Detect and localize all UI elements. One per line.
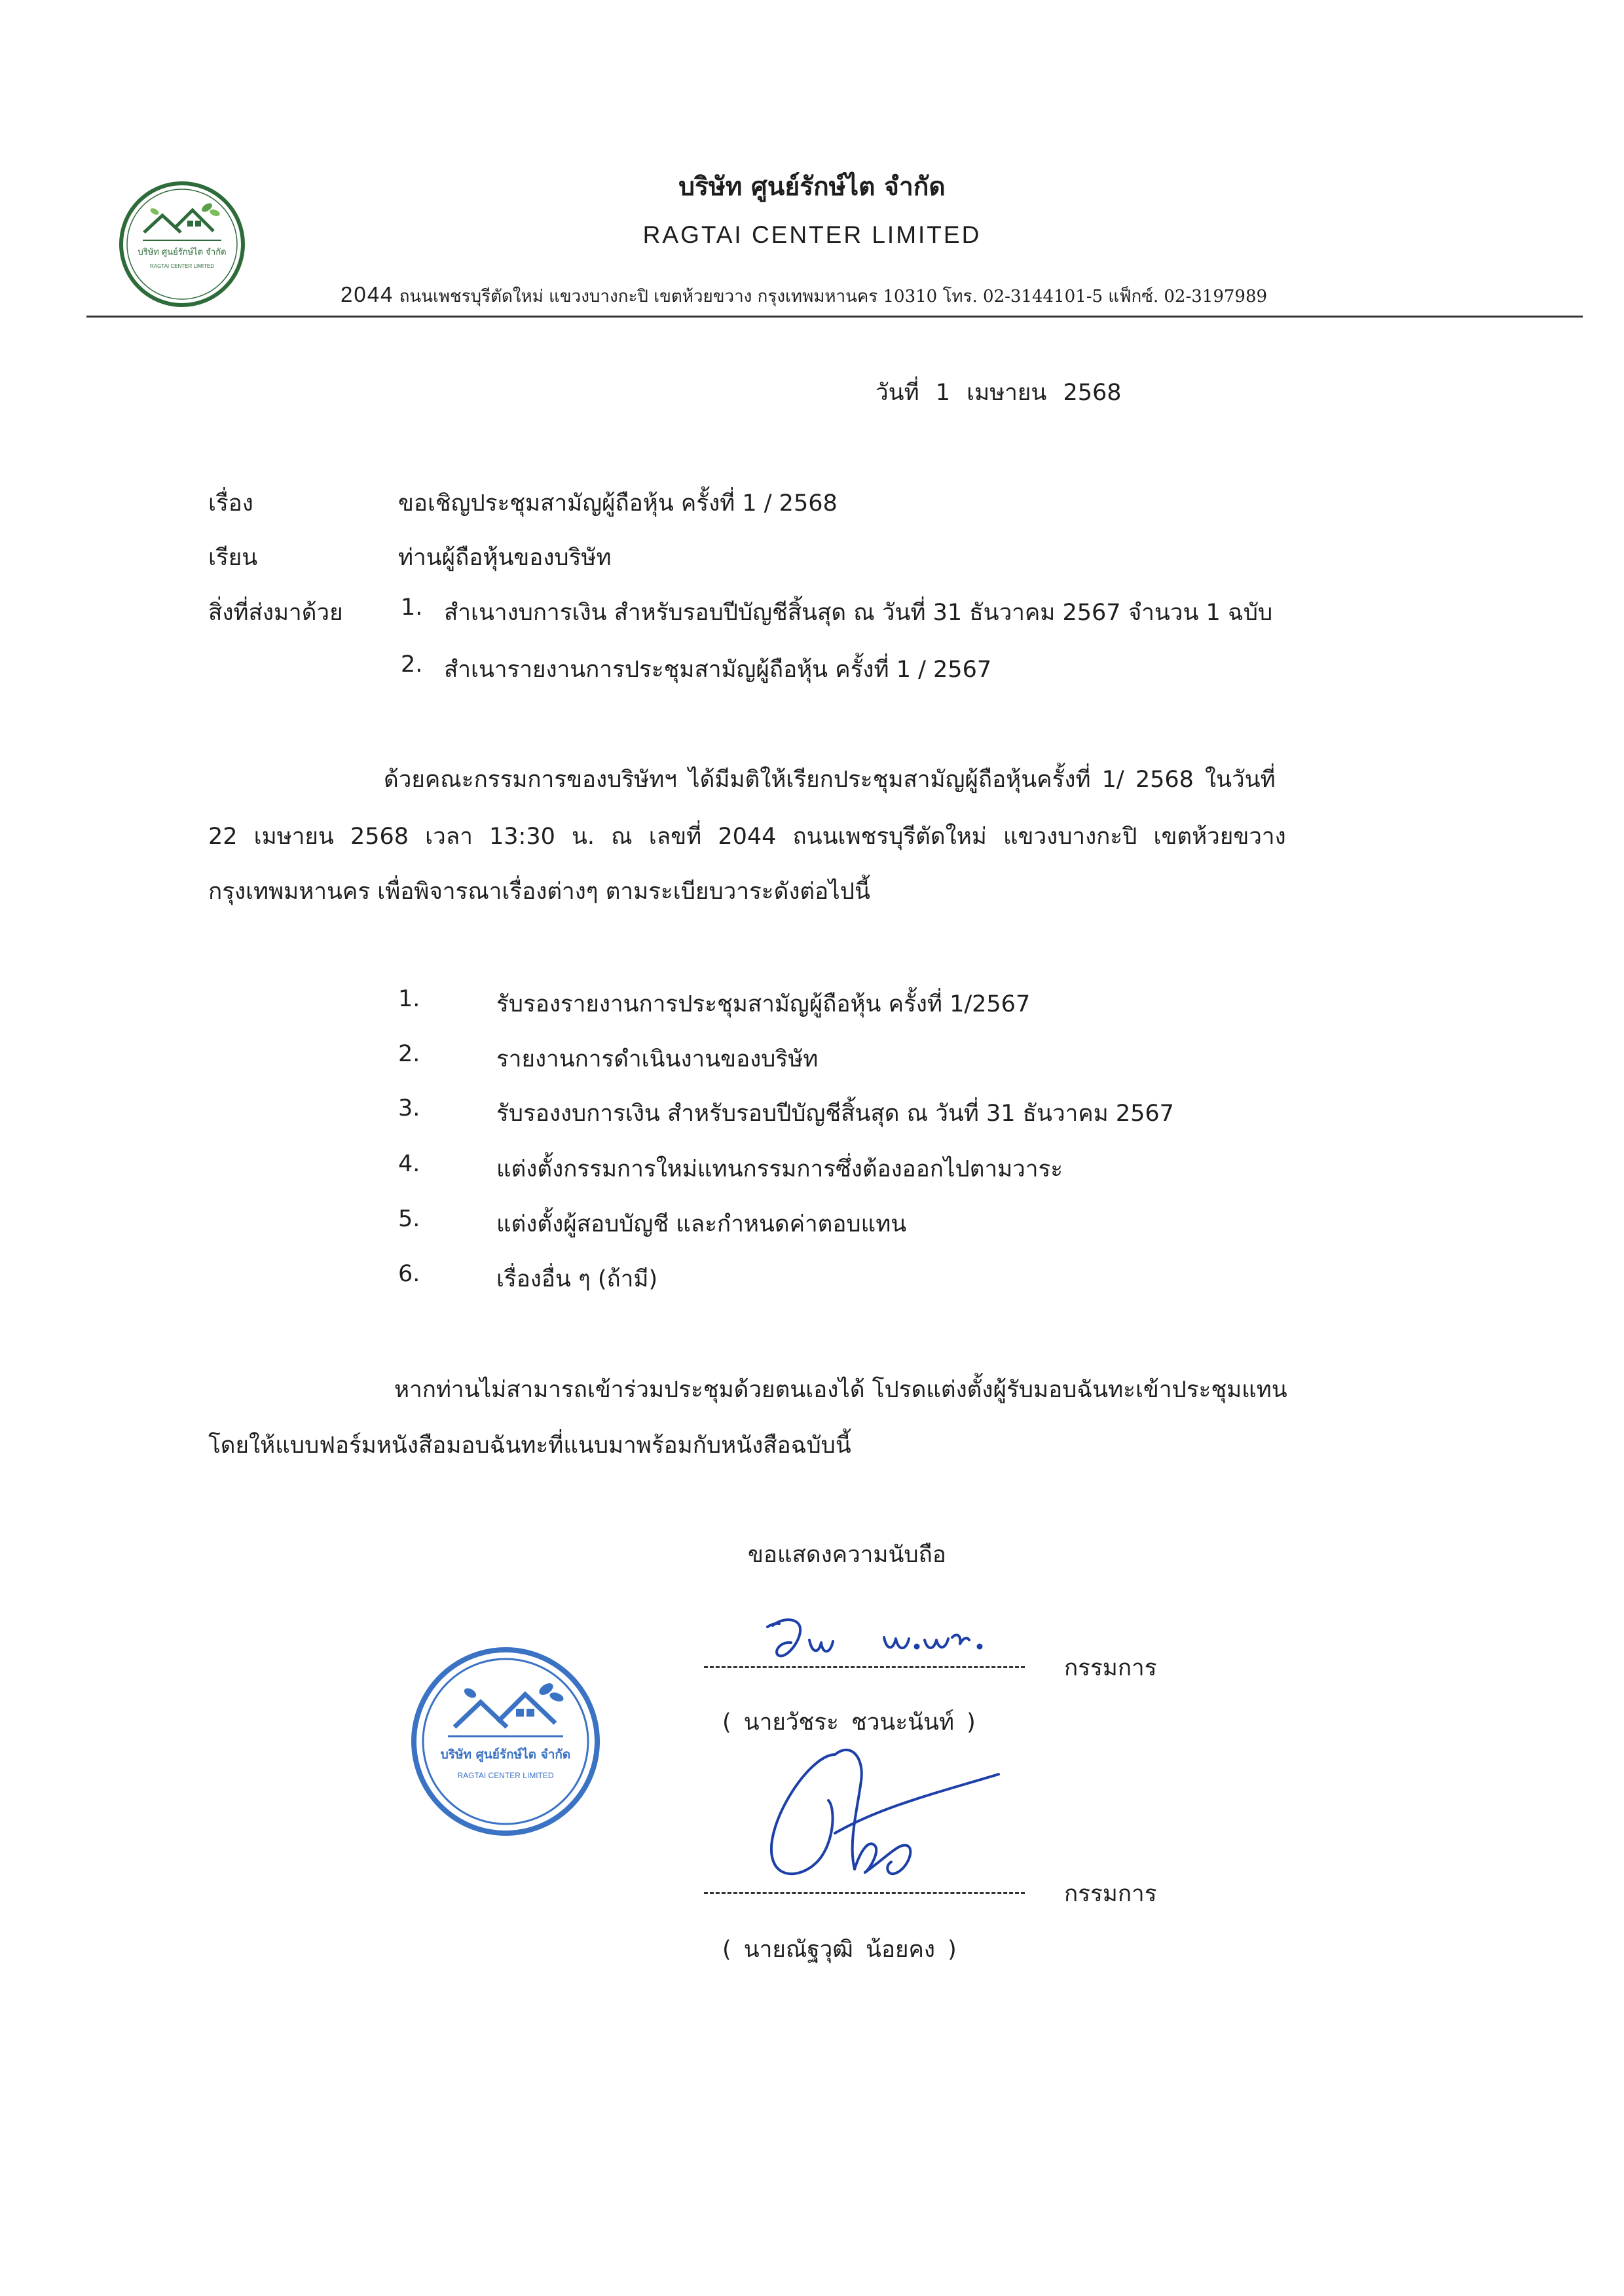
paragraph-line: 22 เมษายน 2568 เวลา 13:30 น. ณ เลขที่ 2044 ถนนเพชรบุรีตัดใหม่ แขวงบางกะปิ เขตห้วยขวาง bbox=[208, 824, 1286, 850]
seal-text-th: บริษัท ศูนย์รักษ์ไต จำกัด bbox=[440, 1747, 571, 1762]
agenda-item: เรื่องอื่น ๆ (ถ้ามี) bbox=[496, 1266, 658, 1292]
signatory-role: กรรมการ bbox=[1064, 1655, 1157, 1681]
company-name-en: RAGTAI CENTER LIMITED bbox=[642, 221, 982, 248]
letter-date: วันที่ 1 เมษายน 2568 bbox=[876, 380, 1122, 406]
header-divider bbox=[86, 316, 1583, 318]
address-number: 2044 bbox=[341, 282, 394, 306]
company-name-th: บริษัท ศูนย์รักษ์ไต จำกัด bbox=[678, 172, 946, 202]
agenda-number: 1. bbox=[398, 986, 420, 1012]
enclosures-label: สิ่งที่ส่งมาด้วย bbox=[208, 600, 343, 626]
handwritten-signature-2 bbox=[737, 1728, 1012, 1899]
logo-text-en: RAGTAI CENTER LIMITED bbox=[149, 263, 215, 269]
enclosure-number: 2. bbox=[401, 651, 423, 678]
signature-line bbox=[704, 1666, 1025, 1668]
signature-line bbox=[704, 1892, 1025, 1894]
agenda-number: 4. bbox=[398, 1151, 420, 1177]
company-address bbox=[341, 282, 1267, 310]
handwritten-signature-1 bbox=[753, 1607, 1028, 1673]
paragraph-line: หากท่านไม่สามารถเข้าร่วมประชุมด้วยตนเองได้ โปรดแต่งตั้งผู้รับมอบฉันทะเข้าประชุมแทน bbox=[394, 1377, 1287, 1403]
agenda-item: รับรองงบการเงิน สำหรับรอบปีบัญชีสิ้นสุด ณ วันที่ 31 ธันวาคม 2567 bbox=[496, 1101, 1174, 1127]
agenda-item: รายงานการดำเนินงานของบริษัท bbox=[496, 1046, 819, 1072]
agenda-number: 5. bbox=[398, 1206, 420, 1232]
signatory-name: ( นายณัฐวุฒิ น้อยคง ) bbox=[722, 1937, 957, 1963]
agenda-number: 6. bbox=[398, 1261, 420, 1287]
subject-label: เรื่อง bbox=[208, 490, 253, 517]
closing-phrase: ขอแสดงความนับถือ bbox=[748, 1542, 946, 1568]
agenda-number: 2. bbox=[398, 1041, 420, 1067]
logo-text-th: บริษัท ศูนย์รักษ์ไต จำกัด bbox=[138, 247, 227, 257]
signatory-role: กรรมการ bbox=[1064, 1881, 1157, 1907]
recipient-text: ท่านผู้ถือหุ้นของบริษัท bbox=[398, 545, 612, 571]
subject-text: ขอเชิญประชุมสามัญผู้ถือหุ้น ครั้งที่ 1 / 2568 bbox=[398, 490, 838, 517]
recipient-label: เรียน bbox=[208, 545, 258, 571]
enclosure-item: สำเนารายงานการประชุมสามัญผู้ถือหุ้น ครั้งที่ 1 / 2567 bbox=[444, 657, 992, 683]
seal-text-en: RAGTAI CENTER LIMITED bbox=[457, 1771, 554, 1780]
company-seal-stamp-icon bbox=[407, 1643, 604, 1840]
enclosure-item: สำเนางบการเงิน สำหรับรอบปีบัญชีสิ้นสุด ณ วันที่ 31 ธันวาคม 2567 จำนวน 1 ฉบับ bbox=[444, 600, 1273, 626]
paragraph-line: กรุงเทพมหานคร เพื่อพิจารณาเรื่องต่างๆ ตามระเบียบวาระดังต่อไปนี้ bbox=[208, 879, 870, 905]
agenda-number: 3. bbox=[398, 1095, 420, 1121]
agenda-item: แต่งตั้งกรรมการใหม่แทนกรรมการซึ่งต้องออกไปตามวาระ bbox=[496, 1156, 1063, 1182]
agenda-item: รับรองรายงานการประชุมสามัญผู้ถือหุ้น ครั้งที่ 1/2567 bbox=[496, 991, 1031, 1017]
paragraph-line: โดยให้แบบฟอร์มหนังสือมอบฉันทะที่แนบมาพร้อมกับหนังสือฉบับนี้ bbox=[208, 1432, 851, 1459]
agenda-item: แต่งตั้งผู้สอบบัญชี และกำหนดค่าตอบแทน bbox=[496, 1211, 907, 1237]
signatory-name: ( นายวัชระ ชวนะนันท์ ) bbox=[722, 1709, 976, 1736]
paragraph-line: ด้วยคณะกรรมการของบริษัทฯ ได้มีมติให้เรียกประชุมสามัญผู้ถือหุ้นครั้งที่ 1/ 2568 ในวันที่ bbox=[384, 767, 1276, 793]
enclosure-number: 1. bbox=[401, 594, 423, 621]
address-details: ถนนเพชรบุรีตัดใหม่ แขวงบางกะปิ เขตห้วยขวาง กรุงเทพมหานคร 10310 โทร. 02-3144101-5 แฟ็กซ์. 02-3197989 bbox=[399, 287, 1268, 306]
